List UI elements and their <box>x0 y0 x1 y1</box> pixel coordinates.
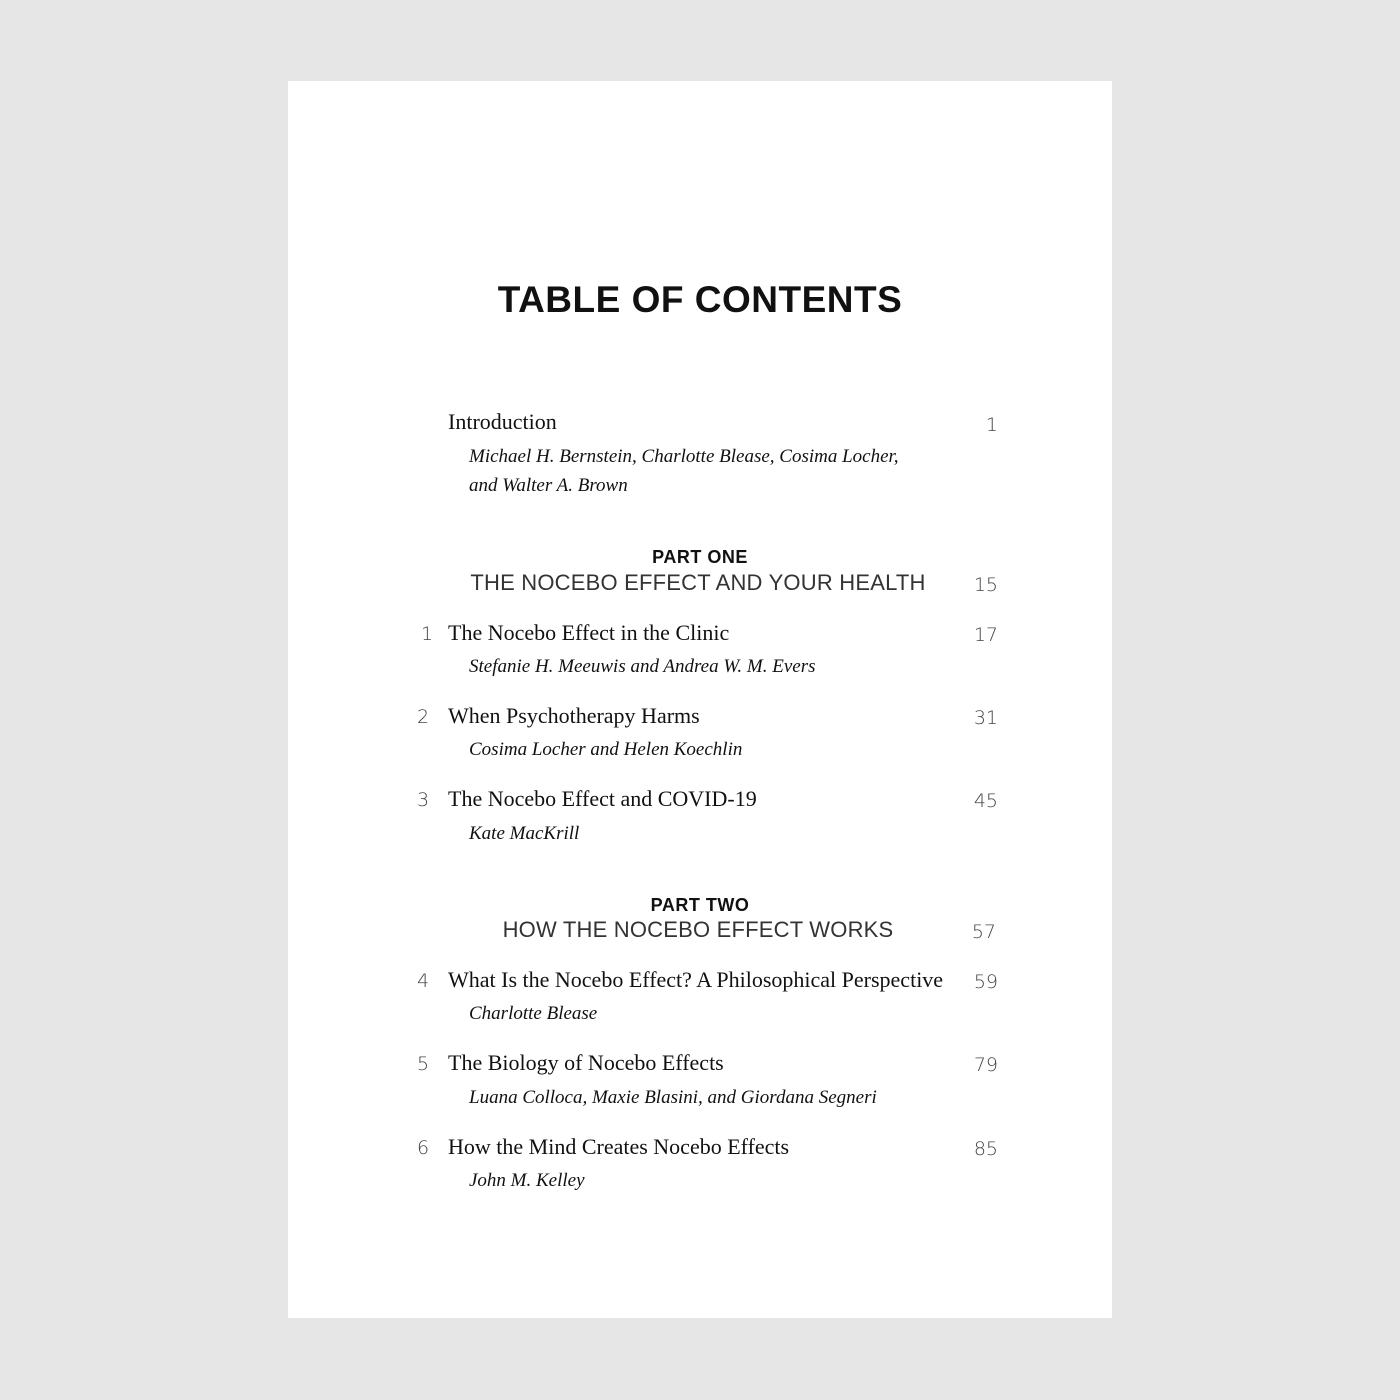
chapter-page-number: 17 <box>973 624 998 646</box>
chapter-authors: Stefanie H. Meeuwis and Andrea W. M. Evers <box>469 656 816 677</box>
chapter-authors: Kate MacKrill <box>469 823 580 844</box>
book-page <box>288 81 1112 1318</box>
part-two-title: HOW THE NOCEBO EFFECT WORKS <box>502 917 894 942</box>
chapter-number: 3 <box>417 789 430 811</box>
chapter-title: The Nocebo Effect and COVID-19 <box>448 786 757 811</box>
part-one-label: PART ONE <box>652 547 748 567</box>
intro-page-number: 1 <box>985 414 998 436</box>
toc-heading: TABLE OF CONTENTS <box>497 279 903 320</box>
chapter-title: When Psychotherapy Harms <box>448 703 700 728</box>
chapter-number: 5 <box>417 1053 430 1075</box>
intro-title: Introduction <box>448 409 557 434</box>
intro-authors-line2: and Walter A. Brown <box>469 475 628 496</box>
chapter-title: How the Mind Creates Nocebo Effects <box>448 1134 790 1159</box>
chapter-page-number: 45 <box>973 790 998 812</box>
chapter-authors: Cosima Locher and Helen Koechlin <box>469 739 743 760</box>
part-one-title: THE NOCEBO EFFECT AND YOUR HEALTH <box>470 570 926 595</box>
chapter-page-number: 59 <box>973 971 998 993</box>
chapter-authors: John M. Kelley <box>469 1170 585 1191</box>
chapter-page-number: 31 <box>973 707 998 729</box>
part-two-label: PART TWO <box>650 895 750 915</box>
part-two-page-number: 57 <box>971 921 996 943</box>
intro-authors-line1: Michael H. Bernstein, Charlotte Blease, Cosima Locher, <box>469 446 899 467</box>
chapter-number: 6 <box>417 1137 430 1159</box>
chapter-authors: Luana Colloca, Maxie Blasini, and Giordana Segneri <box>469 1087 877 1108</box>
chapter-number: 2 <box>417 706 430 728</box>
part-one-page-number: 15 <box>973 574 998 596</box>
chapter-title: The Biology of Nocebo Effects <box>448 1050 724 1075</box>
chapter-authors: Charlotte Blease <box>469 1003 598 1024</box>
chapter-page-number: 79 <box>973 1054 998 1076</box>
chapter-number: 4 <box>417 970 430 992</box>
chapter-page-number: 85 <box>973 1138 998 1160</box>
chapter-number: 1 <box>421 623 434 645</box>
chapter-title: The Nocebo Effect in the Clinic <box>448 620 730 645</box>
chapter-title: What Is the Nocebo Effect? A Philosophical Perspective <box>448 967 944 992</box>
